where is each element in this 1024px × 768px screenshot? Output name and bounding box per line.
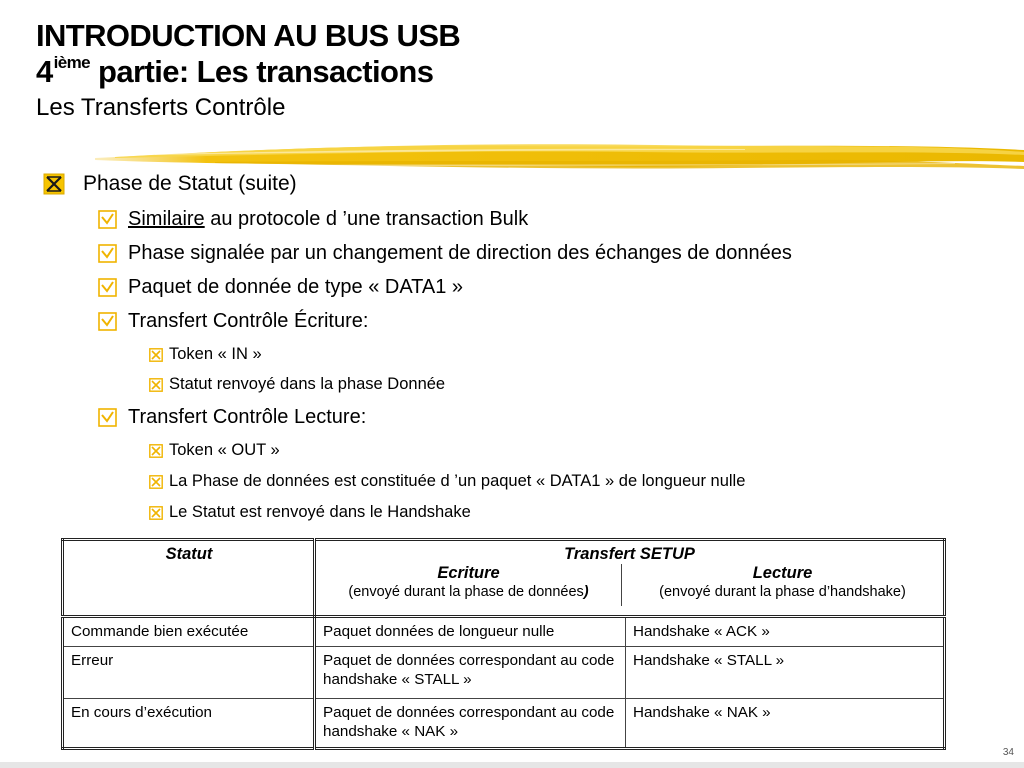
title-part-superscript: ième: [53, 53, 91, 72]
header-ecriture-title: Ecriture: [437, 564, 500, 582]
bullet-text-rest: au protocole d ’une transaction Bulk: [204, 208, 529, 230]
header-ecriture-paren: ): [583, 584, 589, 600]
sub-bullet-text: Statut renvoyé dans la phase Donnée: [169, 375, 446, 393]
checkbox-cross-icon: [149, 444, 163, 458]
bullet-level1: [43, 172, 297, 196]
header-ecriture: [316, 564, 622, 606]
footer-bar: [0, 762, 1024, 768]
table-cell-statut: Commande bien exécutée: [63, 617, 315, 647]
header-ecriture-sub: [316, 583, 621, 602]
sub-bullet-text: Le Statut est renvoyé dans le Handshake: [169, 503, 471, 521]
bullet-text: Phase signalée par un changement de direction des échanges de données: [128, 242, 792, 264]
page-number: 34: [1002, 747, 1014, 758]
checkbox-check-icon: [98, 278, 117, 297]
bullet-text: [128, 208, 528, 231]
slide-title: [36, 18, 460, 124]
sub-bullet-text: La Phase de données est constituée d ’un paquet « DATA1 » de longueur nulle: [169, 472, 746, 490]
sub-bullet-item: [149, 441, 280, 460]
table-row: [63, 699, 945, 749]
bullet-item: [98, 242, 792, 265]
table-cell-statut: En cours d’exécution: [63, 699, 315, 749]
header-statut: Statut: [63, 540, 315, 617]
sub-bullet-text: Token « IN »: [169, 345, 262, 363]
table-cell-lecture: Handshake « ACK »: [626, 617, 945, 647]
checkbox-cross-icon: [149, 348, 163, 362]
table-row: [63, 647, 945, 699]
bullet-item: [98, 310, 368, 333]
checkbox-check-icon: [98, 210, 117, 229]
header-lecture-sub: (envoyé durant la phase d’handshake): [659, 584, 906, 600]
table-cell-lecture: Handshake « NAK »: [626, 699, 945, 749]
header-lecture-title: Lecture: [752, 564, 813, 582]
sub-bullet-item: [149, 472, 745, 491]
title-subtitle: Les Transferts Contrôle: [36, 94, 286, 121]
table-cell-lecture: Handshake « STALL »: [626, 647, 945, 699]
bullet-text: Transfert Contrôle Lecture:: [128, 406, 367, 428]
header-lecture: [622, 564, 943, 606]
table-row: [63, 617, 945, 647]
header-ecriture-sub-text: (envoyé durant la phase de données: [348, 584, 584, 600]
header-setup-title: Transfert SETUP: [564, 545, 695, 563]
sub-bullet-item: [149, 503, 471, 522]
sub-bullet-item: [149, 345, 262, 364]
bullet-item: [98, 208, 528, 231]
header-setup-subcols: [316, 564, 943, 606]
sub-bullet-text: Token « OUT »: [169, 441, 280, 459]
header-transfert-setup: [315, 540, 945, 617]
transfer-status-table: [61, 538, 946, 750]
checkbox-cross-icon: [149, 378, 163, 392]
checkbox-cross-icon: [149, 475, 163, 489]
bullet-item: [98, 406, 366, 429]
bullet-text: Paquet de donnée de type « DATA1 »: [128, 276, 464, 298]
sub-bullet-item: [149, 375, 445, 394]
title-part: [36, 54, 460, 90]
title-part-text: partie: Les transactions: [90, 54, 434, 89]
table-cell-statut: Erreur: [63, 647, 315, 699]
table-cell-ecriture: Paquet de données correspondant au code handshake « STALL »: [315, 647, 626, 699]
bullet-level1-text: Phase de Statut (suite): [83, 172, 297, 195]
checkbox-check-icon: [98, 244, 117, 263]
checkbox-check-icon: [98, 408, 117, 427]
title-part-number: 4: [36, 54, 53, 89]
bullet-text: Transfert Contrôle Écriture:: [128, 310, 369, 332]
bullet-item: [98, 276, 463, 299]
table-cell-ecriture: Paquet de données correspondant au code handshake « NAK »: [315, 699, 626, 749]
checkbox-cross-icon: [149, 506, 163, 520]
title-main: INTRODUCTION AU BUS USB: [36, 18, 461, 53]
table-header-row: [63, 540, 945, 617]
similaire-link[interactable]: Similaire: [128, 208, 205, 230]
crossed-box-icon: [43, 173, 65, 195]
checkbox-check-icon: [98, 312, 117, 331]
table-cell-ecriture: Paquet données de longueur nulle: [315, 617, 626, 647]
